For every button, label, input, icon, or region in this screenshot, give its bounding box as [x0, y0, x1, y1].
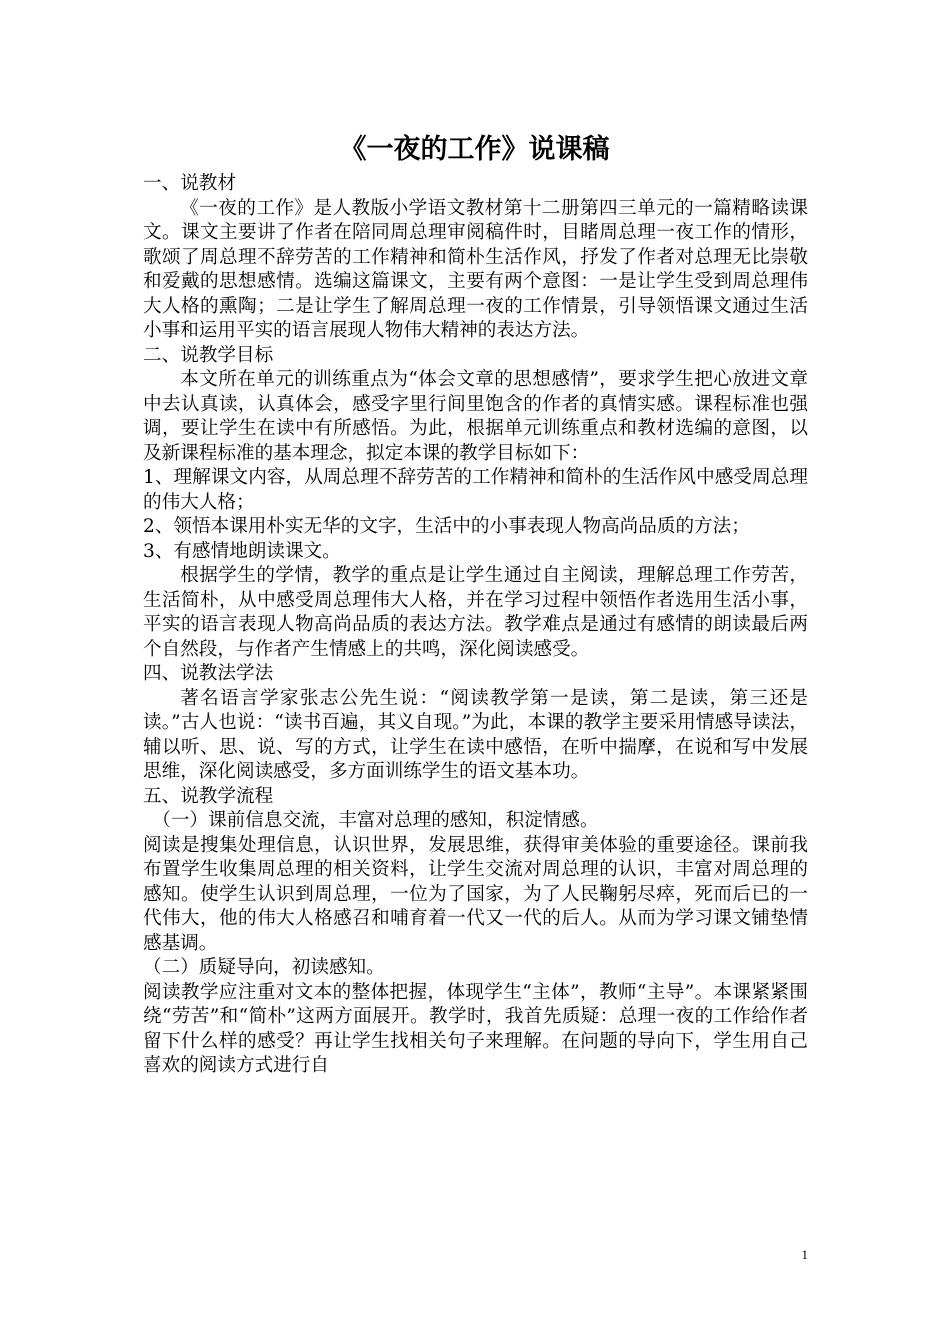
section-heading: 一、说教材 — [143, 173, 236, 194]
section-heading: 二、说教学目标 — [143, 344, 274, 366]
list-item: 3、有感情地朗读课文。 — [143, 540, 341, 562]
section-heading: 五、说教学流程 — [143, 785, 274, 807]
list-item: 1、理解课文内容，从周总理不辞劳苦的工作精神和简朴的生活作风中感受周总理的伟大人格； — [143, 467, 808, 513]
document-body — [143, 130, 808, 1079]
subsection-heading: （一）课前信息交流，丰富对总理的感知，积淀情感。 — [152, 810, 599, 831]
document-title: 《一夜的工作》说课稿 — [339, 134, 610, 165]
subsection-heading: （二）质疑导向，初读感知。 — [143, 957, 385, 978]
body-paragraph: 阅读教学应注重对文本的整体把握，体现学生“主体”，教师“主导”。本课紧紧围绕“劳苦”和“简朴”这两方面展开。教学时，我首先质疑：总理一夜的工作给作者留下什么样的感受？再让学生找相关句子来理解。在问题的导向下，学生用自己喜欢的阅读方式进行自 — [143, 981, 808, 1076]
page-number: 1 — [801, 1247, 808, 1262]
paragraph-list — [143, 172, 808, 1079]
body-paragraph: 阅读是搜集处理信息，认识世界，发展思维，获得审美体验的重要途径。课前我布置学生收集周总理的相关资料，让学生交流对周总理的认识，丰富对周总理的感知。使学生认识到周总理，一位为了国家，为了人民鞠躬尽瘁，死而后已的一代伟大，他的伟大人格感召和哺育着一代又一代的后人。从而为学习课文铺垫情感基调。 — [143, 834, 808, 954]
list-item: 2、领悟本课用朴实无华的文字，生活中的小事表现人物高尚品质的方法； — [143, 516, 750, 537]
body-paragraph: 本文所在单元的训练重点为“体会文章的思想感情”，要求学生把心放进文章中去认真读，认真体会，感受字里行间里饱含的作者的真情实感。课程标准也强调，要让学生在读中有所感悟。为此，根据单元训练重点和教材选编的意图，以及新课程标准的基本理念，拟定本课的教学目标如下： — [143, 369, 808, 464]
body-paragraph: 《一夜的工作》是人教版小学语文教材第十二册第四三单元的一篇精略读课文。课文主要讲了作者在陪同周总理审阅稿件时，目睹周总理一夜工作的情形，歌颂了周总理不辞劳苦的工作精神和简朴生活作风，抒发了作者对总理无比崇敬和爱戴的思想感情。选编这篇课文，主要有两个意图：一是让学生受到周总理伟大人格的熏陶；二是让学生了解周总理一夜的工作情景，引导领悟课文通过生活小事和运用平实的语言展现人物伟大精神的表达方法。 — [143, 197, 808, 341]
body-paragraph: 根据学生的学情，教学的重点是让学生通过自主阅读，理解总理工作劳苦，生活简朴，从中感受周总理伟大人格，并在学习过程中领悟作者选用生活小事，平实的语言表现人物高尚品质的表达方法。教学难点是通过有感情的朗读最后两个自然段，与作者产生情感上的共鸣，深化阅读感受。 — [143, 565, 808, 660]
section-heading: 四、说教法学法 — [143, 663, 274, 684]
body-paragraph: 著名语言学家张志公先生说：“阅读教学第一是读，第二是读，第三还是读。”古人也说：“读书百遍，其义自现。”为此，本课的教学主要采用情感导读法，辅以听、思、说、写的方式，让学生在读中感悟，在听中揣摩，在说和写中发展思维，深化阅读感受，多方面训练学生的语文基本功。 — [143, 687, 808, 782]
